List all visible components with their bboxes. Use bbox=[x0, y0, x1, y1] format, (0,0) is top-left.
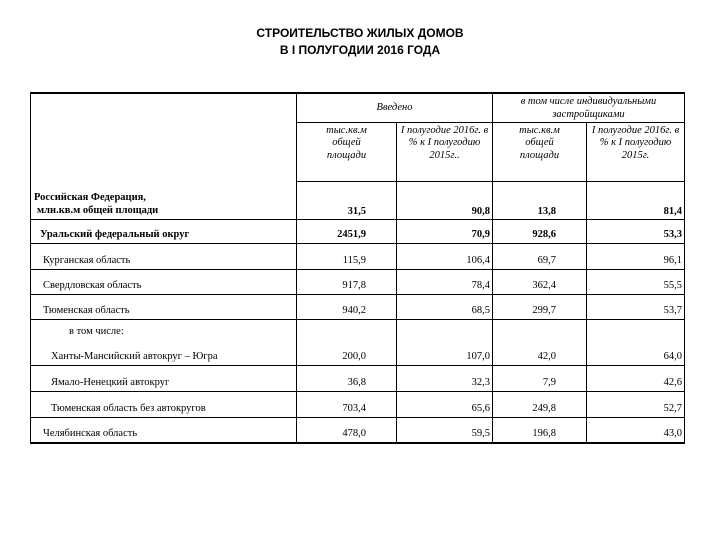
row-value-pct-individual: 53,7 bbox=[587, 294, 685, 319]
row-value-pct: 65,6 bbox=[397, 391, 493, 417]
table-row bbox=[31, 243, 685, 269]
table-row bbox=[31, 319, 685, 365]
row-value-pct: 70,9 bbox=[397, 219, 493, 243]
row-value-pct: 107,0 bbox=[397, 319, 493, 365]
row-value-area: 703,4 bbox=[297, 391, 397, 417]
page-title bbox=[0, 25, 720, 59]
row-label: Тюменская область bbox=[31, 294, 297, 319]
row-value-area-individual: 42,0 bbox=[493, 319, 587, 365]
row-value-pct-individual: 42,6 bbox=[587, 365, 685, 391]
row-value-area: 31,5 bbox=[297, 181, 397, 219]
row-value-area-individual: 13,8 bbox=[493, 181, 587, 219]
row-value-pct-individual: 43,0 bbox=[587, 417, 685, 443]
table-row bbox=[31, 181, 685, 219]
header-corner-cell bbox=[31, 93, 297, 181]
row-label: Тюменская область без автокругов bbox=[31, 391, 297, 417]
row-label: Ямало-Ненецкий автокруг bbox=[31, 365, 297, 391]
row-value-area: 478,0 bbox=[297, 417, 397, 443]
row-value-area-individual: 249,8 bbox=[493, 391, 587, 417]
row-value-pct: 78,4 bbox=[397, 269, 493, 294]
header-col-area-individual: тыс.кв.м общей площади bbox=[493, 122, 587, 181]
row-value-pct: 106,4 bbox=[397, 243, 493, 269]
row-value-area: 917,8 bbox=[297, 269, 397, 294]
row-label: Уральский федеральный округ bbox=[31, 219, 297, 243]
table-row bbox=[31, 391, 685, 417]
row-value-area-individual: 69,7 bbox=[493, 243, 587, 269]
row-label: Свердловская область bbox=[31, 269, 297, 294]
row-value-area: 200,0 bbox=[297, 319, 397, 365]
row-value-pct: 90,8 bbox=[397, 181, 493, 219]
row-label: Курганская область bbox=[31, 243, 297, 269]
table-row bbox=[31, 269, 685, 294]
title-line-1: СТРОИТЕЛЬСТВО ЖИЛЫХ ДОМОВ bbox=[256, 26, 464, 40]
row-value-pct-individual: 81,4 bbox=[587, 181, 685, 219]
header-col-pct: I полугодие 2016г. в % к I полугодию 2015г.. bbox=[397, 122, 493, 181]
table-row bbox=[31, 365, 685, 391]
row-value-area-individual: 362,4 bbox=[493, 269, 587, 294]
row-value-area: 36,8 bbox=[297, 365, 397, 391]
row-value-area-individual: 7,9 bbox=[493, 365, 587, 391]
row-value-pct: 68,5 bbox=[397, 294, 493, 319]
row-value-area-individual: 928,6 bbox=[493, 219, 587, 243]
row-label: Ханты-Мансийский автокруг – Югра bbox=[51, 350, 218, 362]
table-row bbox=[31, 294, 685, 319]
table-row bbox=[31, 417, 685, 443]
row-value-pct-individual: 52,7 bbox=[587, 391, 685, 417]
row-sublabel: в том числе: bbox=[69, 325, 124, 337]
row-value-pct-individual: 53,3 bbox=[587, 219, 685, 243]
housing-construction-table bbox=[30, 92, 685, 444]
row-label: Челябинская область bbox=[31, 417, 297, 443]
row-label-line-1: Российская Федерация, bbox=[34, 191, 146, 203]
row-value-area-individual: 299,7 bbox=[493, 294, 587, 319]
row-label-line-2: млн.кв.м общей площади bbox=[37, 204, 159, 216]
header-col-area: тыс.кв.м общей площади bbox=[297, 122, 397, 181]
row-value-area-individual: 196,8 bbox=[493, 417, 587, 443]
row-value-pct-individual: 96,1 bbox=[587, 243, 685, 269]
row-value-area: 940,2 bbox=[297, 294, 397, 319]
header-introduced: Введено bbox=[297, 93, 493, 122]
row-value-pct-individual: 64,0 bbox=[587, 319, 685, 365]
row-value-pct-individual: 55,5 bbox=[587, 269, 685, 294]
row-value-pct: 59,5 bbox=[397, 417, 493, 443]
row-value-area: 2451,9 bbox=[297, 219, 397, 243]
table-row bbox=[31, 219, 685, 243]
row-value-pct: 32,3 bbox=[397, 365, 493, 391]
title-line-2: В I ПОЛУГОДИИ 2016 ГОДА bbox=[279, 43, 441, 57]
header-individual: в том числе индивидуальными застройщиками bbox=[493, 93, 685, 122]
row-value-area: 115,9 bbox=[297, 243, 397, 269]
header-col-pct-individual: I полугодие 2016г. в % к I полугодию 2015г. bbox=[587, 122, 685, 181]
